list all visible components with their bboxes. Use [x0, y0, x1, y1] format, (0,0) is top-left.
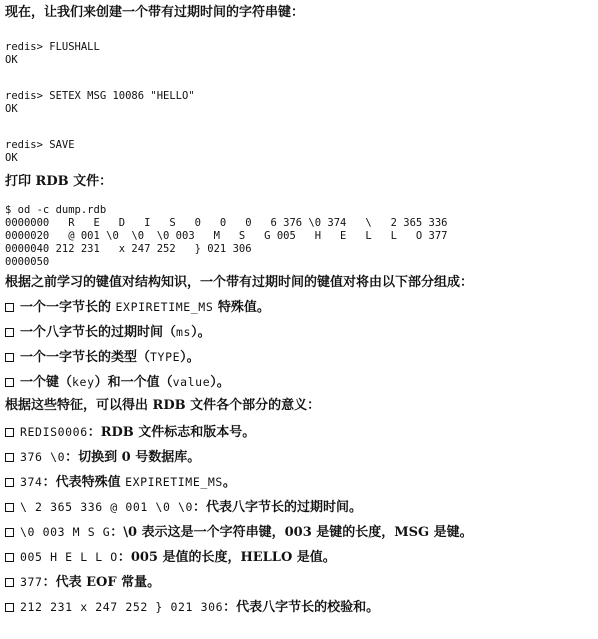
checkbox-bullet-icon — [5, 603, 14, 612]
command-output: OK — [5, 54, 18, 66]
checkbox-bullet-icon — [5, 428, 14, 437]
command-save: redis> SAVE — [5, 139, 75, 151]
meaning-item: 376 \0：切换到 0 号数据库。 — [5, 448, 595, 467]
od-line: 0000020 @ 001 \0 \0 \0 003 M S G 005 H E L L O 377 — [5, 230, 448, 242]
meaning-item: 377：代表 EOF 常量。 — [5, 573, 595, 592]
meaning-item: 374：代表特殊值 EXPIRETIME_MS。 — [5, 473, 595, 492]
checkbox-bullet-icon — [5, 453, 14, 462]
part-item: 一个键（key）和一个值（value）。 — [5, 373, 595, 392]
meaning-item: 212 231 x 247 252 } 021 306：代表八字节长的校验和。 — [5, 598, 595, 617]
checkbox-bullet-icon — [5, 503, 14, 512]
od-line: 0000040 212 231 x 247 252 } 021 306 — [5, 243, 252, 255]
checkbox-bullet-icon — [5, 353, 14, 362]
structure-intro: 根据之前学习的键值对结构知识，一个带有过期时间的键值对将由以下部分组成： — [5, 275, 474, 290]
part-item: 一个八字节长的过期时间（ms）。 — [5, 323, 595, 342]
checkbox-bullet-icon — [5, 478, 14, 487]
meaning-item: REDIS0006：RDB 文件标志和版本号。 — [5, 423, 595, 442]
intro-text: 现在，让我们来创建一个带有过期时间的字符串键： — [5, 5, 305, 20]
command-output: OK — [5, 152, 18, 164]
meaning-item: \ 2 365 336 @ 001 \0 \0：代表八字节长的过期时间。 — [5, 498, 595, 517]
od-line: $ od -c dump.rdb — [5, 204, 107, 216]
meaning-intro: 根据这些特征，可以得出 RDB 文件各个部分的意义： — [5, 398, 321, 413]
command-flushall: redis> FLUSHALL — [5, 41, 100, 53]
checkbox-bullet-icon — [5, 553, 14, 562]
part-item: 一个一字节长的 EXPIRETIME_MS 特殊值。 — [5, 298, 595, 317]
part-item: 一个一字节长的类型（TYPE）。 — [5, 348, 595, 367]
command-output: OK — [5, 103, 18, 115]
od-line: 0000050 — [5, 256, 50, 268]
checkbox-bullet-icon — [5, 328, 14, 337]
checkbox-bullet-icon — [5, 578, 14, 587]
meaning-item: 005 H E L L O：005 是值的长度，HELLO 是值。 — [5, 548, 595, 567]
checkbox-bullet-icon — [5, 378, 14, 387]
od-line: 0000000 R E D I S 0 0 0 6 376 \0 374 \ 2 365 336 — [5, 217, 448, 229]
meaning-item: \0 003 M S G：\0 表示这是一个字符串键，003 是键的长度，MSG 是键。 — [5, 523, 595, 542]
checkbox-bullet-icon — [5, 528, 14, 537]
checkbox-bullet-icon — [5, 303, 14, 312]
print-heading: 打印 RDB 文件： — [5, 174, 113, 189]
command-setex: redis> SETEX MSG 10086 "HELLO" — [5, 90, 195, 102]
